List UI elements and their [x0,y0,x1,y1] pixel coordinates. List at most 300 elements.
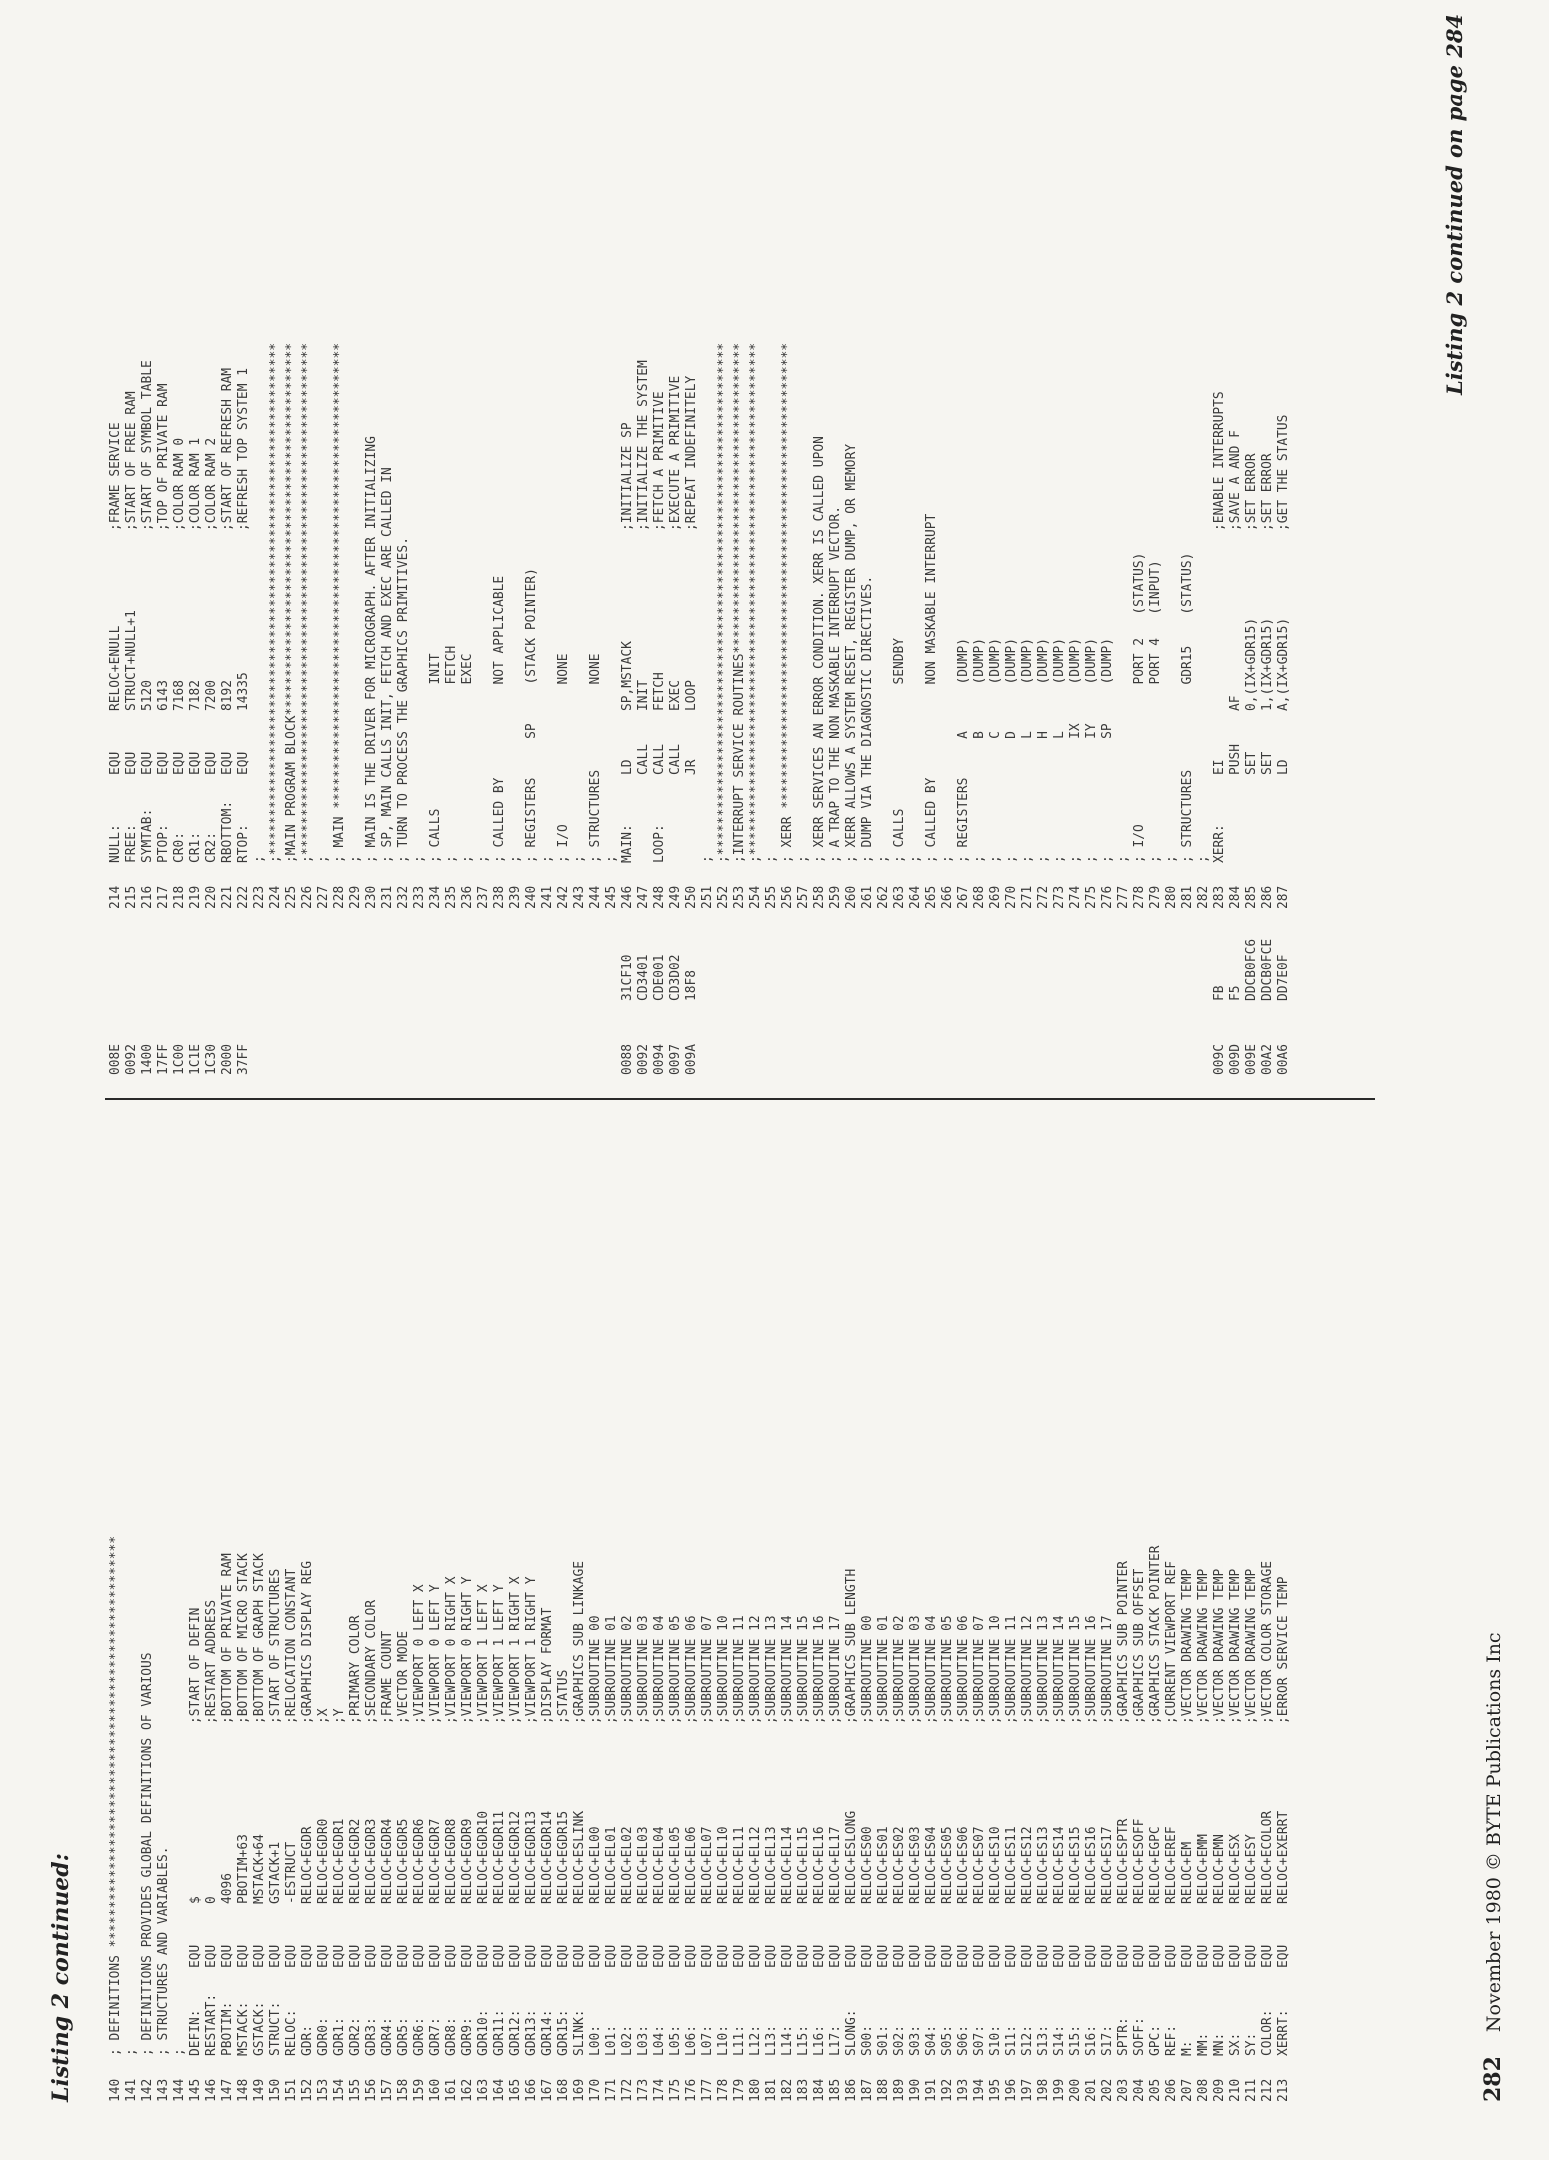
code-arg: RELOC+EMM [1196,1834,1211,1904]
code-ln: 282 [1196,885,1211,909]
code-arg: 6143 [156,679,171,711]
code-cmt: ;COLOR RAM 2 [204,437,219,531]
code-cmt: ;SUBROUTINE 10 [988,1615,1003,1724]
code-addr: 0092 [636,1043,651,1075]
code-full: ; IX (DUMP) [1068,637,1083,863]
code-ln: 172 [620,2078,635,2102]
code-line [732,0,748,1075]
code-ln: 220 [204,885,219,909]
code-ln: 252 [716,885,731,909]
code-line [300,0,316,1075]
code-ln: 231 [380,885,395,909]
code-full: ; [908,855,923,863]
code-cmt: ;SUBROUTINE 16 [812,1615,827,1724]
code-lbl: RBOTTOM: [220,800,235,863]
code-ln: 142 [140,2078,155,2102]
code-line [764,0,780,1075]
code-ln: 208 [1196,2078,1211,2102]
code-cmt: ;GRAPHICS DISPLAY REG [300,1561,315,1724]
code-cmt: ;GRAPHICS SUB LINKAGE [572,1561,587,1724]
listing-header: Listing 2 continued: [48,1853,74,2102]
code-line [396,1176,412,2102]
code-ln: 239 [508,885,523,909]
code-ln: 246 [620,885,635,909]
code-line [588,0,604,1075]
code-arg: RELOC+EGDR12 [508,1810,523,1904]
code-lbl: COLOR: [1260,2009,1275,2056]
code-line [1068,1176,1084,2102]
code-line [1260,0,1276,1075]
code-cmt: ;SAVE A AND F [1228,430,1243,531]
code-arg: RELOC+ECOLOR [1260,1810,1275,1904]
code-ln: 195 [988,2078,1003,2102]
code-arg: RELOC+EL10 [716,1826,731,1904]
code-ln: 212 [1260,2078,1275,2102]
code-line [204,0,220,1075]
code-ln: 163 [476,2078,491,2102]
code-obj: F5 [1228,985,1243,1001]
code-full: ; [1164,855,1179,863]
code-cmt: ;SUBROUTINE 16 [1084,1615,1099,1724]
code-cmt: ;VIEWPORT 1 RIGHT Y [524,1576,539,1724]
code-op: EQU [268,1944,283,1968]
code-op: EQU [732,1944,747,1968]
code-full: ; [316,855,331,863]
code-lbl: L14: [780,2024,795,2056]
code-lbl: S04: [924,2024,939,2056]
code-op: EQU [412,1944,427,1968]
code-arg: 0 [204,1896,219,1904]
code-ln: 202 [1100,2078,1115,2102]
code-ln: 174 [652,2078,667,2102]
code-op: EQU [796,1944,811,1968]
code-lbl: GDR5: [396,2017,411,2056]
code-op: EQU [460,1944,475,1968]
code-line [1020,1176,1036,2102]
code-arg: RELOC+ENULL [108,625,123,711]
code-op: EQU [748,1944,763,1968]
code-full: ; I/O PORT 2 (STATUS) [1132,552,1147,863]
code-op: EQU [844,1944,859,1968]
code-ln: 248 [652,885,667,909]
code-arg: RELOC+EL04 [652,1826,667,1904]
code-arg: 7200 [204,679,219,711]
code-op: EQU [1052,1944,1067,1968]
code-line [1036,1176,1052,2102]
code-cmt: ;PRIMARY COLOR [348,1615,363,1724]
code-cmt: ;SUBROUTINE 04 [652,1615,667,1724]
code-ln: 277 [1116,885,1131,909]
code-arg: RELOC+ESX [1228,1834,1243,1904]
code-line [684,1176,700,2102]
code-line [1084,1176,1100,2102]
code-ln: 193 [956,2078,971,2102]
code-ln: 166 [524,2078,539,2102]
code-arg: RELOC+ES13 [1036,1826,1051,1904]
code-full: ; PORT 4 (INPUT) [1148,560,1163,863]
code-lbl: GDR4: [380,2017,395,2056]
code-arg: GSTACK+1 [268,1841,283,1904]
code-full: ; DUMP VIA THE DIAGNOSTIC DIRECTIVES. [860,575,875,863]
code-lbl: L03: [636,2024,651,2056]
continued-note: Listing 2 continued on page 284 [1442,13,1467,395]
code-lbl: SLINK: [572,2009,587,2056]
code-line [380,1176,396,2102]
code-full: ; SP, MAIN CALLS INIT, FETCH AND EXEC ARE CALLED IN [380,467,395,863]
code-full: ; C (DUMP) [988,637,1003,863]
code-line [636,1176,652,2102]
code-full: ; DEFINITIONS ***************************************************** [108,1536,123,2056]
code-cmt: ;VECTOR DRAWING TEMP [1196,1568,1211,1724]
code-line [508,0,524,1075]
code-ln: 216 [140,885,155,909]
code-cmt: ;X [316,1708,331,1724]
code-op: EQU [252,1944,267,1968]
code-ln: 258 [812,885,827,909]
code-ln: 176 [684,2078,699,2102]
code-line [316,0,332,1075]
code-ln: 205 [1148,2078,1163,2102]
code-ln: 247 [636,885,651,909]
code-line [892,0,908,1075]
code-ln: 191 [924,2078,939,2102]
code-line [1068,0,1084,1075]
code-lbl: GDR2: [348,2017,363,2056]
code-ln: 249 [668,885,683,909]
code-full: ; SP (DUMP) [1100,637,1115,863]
code-ln: 197 [1020,2078,1035,2102]
code-op: EQU [956,1944,971,1968]
code-lbl: RTOP: [236,824,251,863]
code-line [1116,1176,1132,2102]
code-arg: RELOC+ES03 [908,1826,923,1904]
code-cmt: ;START OF FREE RAM [124,391,139,531]
code-full: ; DEFINITIONS PROVIDES GLOBAL DEFINITIONS OF VARIOUS [140,1652,155,2056]
code-lbl: GDR3: [364,2017,379,2056]
code-arg: EXEC [668,679,683,711]
code-line [220,1176,236,2102]
code-ln: 234 [428,885,443,909]
code-lbl: SLONG: [844,2009,859,2056]
code-line [1244,1176,1260,2102]
code-ln: 170 [588,2078,603,2102]
code-lbl: L06: [684,2024,699,2056]
code-ln: 140 [108,2078,123,2102]
code-cmt: ;SUBROUTINE 00 [860,1615,875,1724]
code-ln: 244 [588,885,603,909]
code-line [1100,0,1116,1075]
code-ln: 168 [556,2078,571,2102]
code-op: EQU [300,1944,315,1968]
code-arg: RELOC+EL17 [828,1826,843,1904]
code-op: EQU [1212,1944,1227,1968]
code-cmt: ;FETCH A PRIMITIVE [652,391,667,531]
code-ln: 236 [460,885,475,909]
code-lbl: M: [1180,2040,1195,2056]
code-ln: 265 [924,885,939,909]
code-lbl: GPC: [1148,2024,1163,2056]
code-ln: 203 [1116,2078,1131,2102]
code-arg: RELOC+EL13 [764,1826,779,1904]
code-ln: 243 [572,885,587,909]
code-ln: 160 [428,2078,443,2102]
code-addr: 0097 [668,1043,683,1075]
code-line [1228,0,1244,1075]
code-lbl: GDR: [300,2024,315,2056]
code-lbl: S03: [908,2024,923,2056]
code-full: ; REGISTERS SP (STACK POINTER) [524,568,539,863]
code-op: EQU [668,1944,683,1968]
code-full: ; MAIN IS THE DRIVER FOR MICROGRAPH. AFTER INITIALIZING [364,436,379,863]
code-lbl: L12: [748,2024,763,2056]
code-op: EQU [172,751,187,775]
code-arg: RELOC+EGDR5 [396,1818,411,1904]
code-line [460,0,476,1075]
code-lbl: GDR14: [540,2009,555,2056]
code-arg: FETCH [652,672,667,711]
code-arg: 1,(IX+GDR15) [1260,617,1275,711]
code-ln: 285 [1244,885,1259,909]
code-arg: RELOC+EGDR3 [364,1818,379,1904]
code-full: ; [1116,855,1131,863]
code-op: EQU [156,751,171,775]
code-cmt: ;BOTTOM OF PRIVATE RAM [220,1553,235,1724]
code-ln: 187 [860,2078,875,2102]
code-arg: RELOC+ES01 [876,1826,891,1904]
code-lbl: GDR11: [492,2009,507,2056]
code-ln: 235 [444,885,459,909]
code-line [284,0,300,1075]
code-lbl: STRUCT: [268,2001,283,2056]
code-arg: MSTACK+64 [252,1834,267,1904]
code-lbl: REF: [1164,2024,1179,2056]
code-op: EQU [988,1944,1003,1968]
code-arg: RELOC+EGDR10 [476,1810,491,1904]
code-arg: RELOC+ES07 [972,1826,987,1904]
code-arg: RELOC+EL02 [620,1826,635,1904]
code-full: ;INTERRUPT SERVICE ROUTINES**************************************** [732,343,747,863]
code-op: EQU [1164,1944,1179,1968]
code-arg: RELOC+EL01 [604,1826,619,1904]
code-line [556,0,572,1075]
code-arg: RELOC+EL12 [748,1826,763,1904]
code-ln: 213 [1276,2078,1291,2102]
code-lbl: GDR1: [332,2017,347,2056]
code-lbl: L16: [812,2024,827,2056]
code-cmt: ;SUBROUTINE 15 [1068,1615,1083,1724]
code-line [460,1176,476,2102]
code-ln: 143 [156,2078,171,2102]
code-full: ; CALLED BY NON MASKABLE INTERRUPT [924,513,939,863]
code-lbl: S06: [956,2024,971,2056]
code-line [508,1176,524,2102]
code-line [124,0,140,1075]
code-op: EQU [1276,1944,1291,1968]
code-op: EQU [204,1944,219,1968]
code-ln: 255 [764,885,779,909]
code-ln: 240 [524,885,539,909]
code-lbl: GDR8: [444,2017,459,2056]
code-line [428,1176,444,2102]
code-ln: 251 [700,885,715,909]
code-cmt: ;SUBROUTINE 14 [780,1615,795,1724]
code-full: ; [124,2048,139,2056]
code-line [652,0,668,1075]
code-arg: RELOC+EGDR1 [332,1818,347,1904]
code-line [268,1176,284,2102]
code-ln: 145 [188,2078,203,2102]
code-line [1020,0,1036,1075]
code-line [1052,1176,1068,2102]
code-arg: RELOC+ES04 [924,1826,939,1904]
code-cmt: ;GRAPHICS SUB OFFSET [1132,1568,1147,1724]
code-line [1132,1176,1148,2102]
code-arg: RELOC+ES06 [956,1826,971,1904]
code-arg: RELOC+ESPTR [1116,1818,1131,1904]
code-cmt: ;SUBROUTINE 07 [700,1615,715,1724]
code-op: EQU [508,1944,523,1968]
code-addr: 0088 [620,1043,635,1075]
code-ln: 201 [1084,2078,1099,2102]
code-obj: CDE001 [652,954,667,1001]
code-cmt: ;VIEWPORT 0 RIGHT Y [460,1576,475,1724]
right-code-listing [108,0,1292,1075]
code-cmt: ;START OF REFRESH RAM [220,368,235,531]
code-cmt: ;SUBROUTINE 13 [764,1615,779,1724]
code-op: EQU [364,1944,379,1968]
code-ln: 254 [748,885,763,909]
code-line [236,0,252,1075]
code-arg: RELOC+ES05 [940,1826,955,1904]
code-line [924,0,940,1075]
code-op: EQU [604,1944,619,1968]
code-ln: 222 [236,885,251,909]
code-cmt: ;FRAME SERVICE [108,422,123,531]
code-lbl: GDR0: [316,2017,331,2056]
code-lbl: S05: [940,2024,955,2056]
code-ln: 161 [444,2078,459,2102]
code-line [476,1176,492,2102]
code-cmt: ;REFRESH TOP SYSTEM 1 [236,368,251,531]
code-full: ;MAIN PROGRAM BLOCK************************************************ [284,343,299,863]
code-ln: 167 [540,2078,555,2102]
code-lbl: PTOP: [156,824,171,863]
code-line [172,0,188,1075]
code-cmt: ;VECTOR DRAWING TEMP [1212,1568,1227,1724]
code-ln: 185 [828,2078,843,2102]
code-cmt: ;SUBROUTINE 14 [1052,1615,1067,1724]
code-full: ; L (DUMP) [1052,637,1067,863]
code-arg: RELOC+EGDR7 [428,1818,443,1904]
code-obj: DDCB0FCE [1260,938,1275,1001]
code-full: ; [172,2048,187,2056]
code-op: EQU [924,1944,939,1968]
code-line [1180,1176,1196,2102]
code-ln: 180 [748,2078,763,2102]
code-line [204,1176,220,2102]
code-ln: 181 [764,2078,779,2102]
code-line [476,0,492,1075]
code-op: LD [1276,759,1291,775]
code-lbl: L05: [668,2024,683,2056]
code-lbl: L02: [620,2024,635,2056]
code-op: EQU [620,1944,635,1968]
code-ln: 169 [572,2078,587,2102]
code-op: CALL [636,743,651,775]
code-ln: 148 [236,2078,251,2102]
code-lbl: RELOC: [284,2009,299,2056]
code-line [332,0,348,1075]
code-line [1148,1176,1164,2102]
code-line [956,0,972,1075]
code-line [108,1176,124,2102]
code-arg: RELOC+EGDR4 [380,1818,395,1904]
code-ln: 276 [1100,885,1115,909]
code-arg: RELOC+EGDR2 [348,1818,363,1904]
code-cmt: ;Y [332,1708,347,1724]
code-lbl: L15: [796,2024,811,2056]
code-line [956,1176,972,2102]
code-full: ; REGISTERS A (DUMP) [956,637,971,863]
code-ln: 242 [556,885,571,909]
code-ln: 189 [892,2078,907,2102]
code-ln: 150 [268,2078,283,2102]
code-line [748,1176,764,2102]
code-lbl: MM: [1196,2032,1211,2056]
code-op: EQU [284,1944,299,1968]
code-lbl: SX: [1228,2032,1243,2056]
code-cmt: ;SUBROUTINE 06 [956,1615,971,1724]
code-line [748,0,764,1075]
code-full: ;****************************************************************** [300,343,315,863]
code-lbl: FREE: [124,824,139,863]
code-lbl: S16: [1084,2024,1099,2056]
code-addr: 009D [1228,1043,1243,1075]
code-line [924,1176,940,2102]
code-cmt: ;EXECUTE A PRIMITIVE [668,375,683,531]
code-full: ; TURN TO PROCESS THE GRAPHICS PRIMITIVES. [396,537,411,863]
code-lbl: DEFIN: [188,2009,203,2056]
code-cmt: ;SUBROUTINE 17 [828,1615,843,1724]
code-arg: RELOC+EGDR14 [540,1810,555,1904]
code-ln: 259 [828,885,843,909]
code-arg: RELOC+EL07 [700,1826,715,1904]
code-ln: 281 [1180,885,1195,909]
code-line [1148,0,1164,1075]
page-footer [1480,1632,1506,2102]
code-lbl: S00: [860,2024,875,2056]
code-ln: 219 [188,885,203,909]
code-full: ;****************************************************************** [268,343,283,863]
code-line [220,0,236,1075]
code-arg: SP,MSTACK [620,641,635,711]
code-full: ; STRUCTURES GDR15 (STATUS) [1180,552,1195,863]
code-cmt: ;SUBROUTINE 00 [588,1615,603,1724]
code-op: EQU [1004,1944,1019,1968]
code-lbl: L07: [700,2024,715,2056]
code-arg: RELOC+ES17 [1100,1826,1115,1904]
code-arg: RELOC+EL03 [636,1826,651,1904]
code-ln: 200 [1068,2078,1083,2102]
code-arg: RELOC+ES12 [1020,1826,1035,1904]
code-ln: 192 [940,2078,955,2102]
code-ln: 206 [1164,2078,1179,2102]
code-ln: 147 [220,2078,235,2102]
code-addr: 17FF [156,1043,171,1075]
code-lbl: PBOTIM: [220,2001,235,2056]
code-line [364,1176,380,2102]
code-full: ; [540,855,555,863]
